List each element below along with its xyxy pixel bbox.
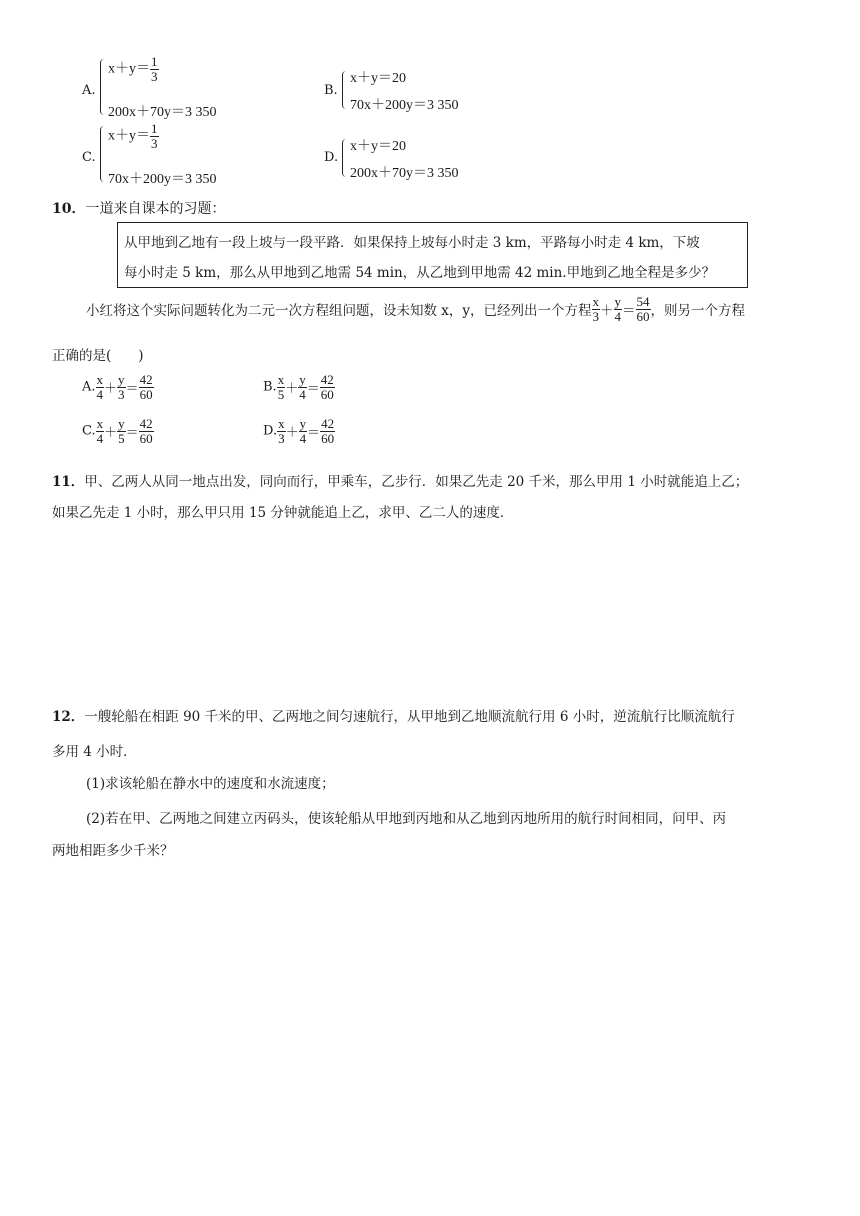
q10-box-line2: 每小时走 5 km，那么从甲地到乙地需 54 min，从乙地到甲地需 42 min.甲地到乙地全程是多少？ <box>124 265 716 281</box>
q12-line2: 多用 4 小时． <box>52 744 137 760</box>
q11-line2: 如果乙先走 1 小时，那么甲只用 15 分钟就能追上乙，求甲、乙二人的速度． <box>52 505 514 521</box>
q9-option-b-label: B. <box>324 83 338 98</box>
q12-part2-line2: 两地相距多少千米？ <box>52 843 174 859</box>
q9-option-a-label: A. <box>82 83 96 98</box>
q9-option-d-system <box>342 135 502 181</box>
q10-option-d: D. $\frac{x}{3}$ ＋ $\frac{y}{4}$ ＝ $\frac{42}{60}$ <box>263 416 335 446</box>
q10-number: 10． <box>52 201 86 217</box>
q10-stem-after: ，则另一个方程 <box>650 303 746 320</box>
q10-stem: 小红将这个实际问题转化为二元一次方程组问题，设未知数 x，y，已经列出一个方程 $\frac{x}{3}$ ＋ $\frac{y}{4}$ ＝ $\frac{54}{60}$ ，则另一个方程 <box>86 294 746 324</box>
q12-line1: 12．一艘轮船在相距 90 千米的甲、乙两地之间匀速航行，从甲地到乙地顺流航行用 6 小时，逆流航行比顺流航行 <box>52 709 735 725</box>
q9-option-a-system <box>100 55 260 119</box>
q11-number: 11． <box>52 474 85 490</box>
q12-part2-line1: (2)若在甲、乙两地之间建立丙码头，使该轮船从甲地到丙地和从乙地到丙地所用的航行时间相同，问甲、丙 <box>86 811 727 827</box>
q11-line1: 11．甲、乙两人从同一地点出发，同向而行，甲乘车，乙步行．如果乙先走 20 千米，那么甲用 1 小时就能追上乙； <box>52 474 749 490</box>
q10-option-a: A. $\frac{x}{4}$ ＋ $\frac{y}{3}$ ＝ $\frac{42}{60}$ <box>82 372 153 402</box>
q10-textbook-box <box>117 222 748 288</box>
q9-b-eq1: x＋y＝20 <box>350 71 406 86</box>
q9-a-eq1: x＋y＝ <box>108 61 150 77</box>
q9-option-c-system <box>100 122 260 186</box>
q12-part1: (1)求该轮船在静水中的速度和水流速度； <box>86 776 335 792</box>
q9-option-d-label: D. <box>324 150 339 165</box>
q10-question <box>52 198 225 218</box>
q10-intro: 一道来自课本的习题： <box>85 201 226 217</box>
q10-option-b: B. $\frac{x}{5}$ ＋ $\frac{y}{4}$ ＝ $\frac{42}{60}$ <box>263 372 334 402</box>
q10-given-eq-frac-b: $\frac{y}{4}$ <box>614 294 622 324</box>
q9-d-eq1: x＋y＝20 <box>350 139 406 154</box>
q9-a-eq2: 200x＋70y＝3 350 <box>108 105 217 120</box>
q10-given-eq-frac-a: $\frac{x}{3}$ <box>592 294 600 324</box>
q10-option-c: C. $\frac{x}{4}$ ＋ $\frac{y}{5}$ ＝ $\frac{42}{60}$ <box>82 416 153 446</box>
q9-d-eq2: 200x＋70y＝3 350 <box>350 166 459 181</box>
q10-box-line1: 从甲地到乙地有一段上坡与一段平路．如果保持上坡每小时走 3 km，平路每小时走 4 km，下坡 <box>124 235 700 251</box>
q10-stem-text: 小红将这个实际问题转化为二元一次方程组问题，设未知数 x，y，已经列出一个方程 <box>86 303 592 320</box>
q9-a-fraction: $\frac{1}{3}$ <box>151 54 158 84</box>
q9-c-fraction: $\frac{1}{3}$ <box>151 121 158 151</box>
q9-c-eq1: x＋y＝ <box>108 128 150 144</box>
q9-option-b-system <box>342 67 502 113</box>
q9-option-c-label: C. <box>82 150 96 165</box>
q9-b-eq2: 70x＋200y＝3 350 <box>350 98 459 113</box>
q10-given-eq-frac-c: $\frac{54}{60}$ <box>636 294 650 324</box>
q9-c-eq2: 70x＋200y＝3 350 <box>108 172 217 187</box>
q12-number: 12． <box>52 709 85 725</box>
q10-stem-line2: 正确的是( ) <box>52 348 144 364</box>
